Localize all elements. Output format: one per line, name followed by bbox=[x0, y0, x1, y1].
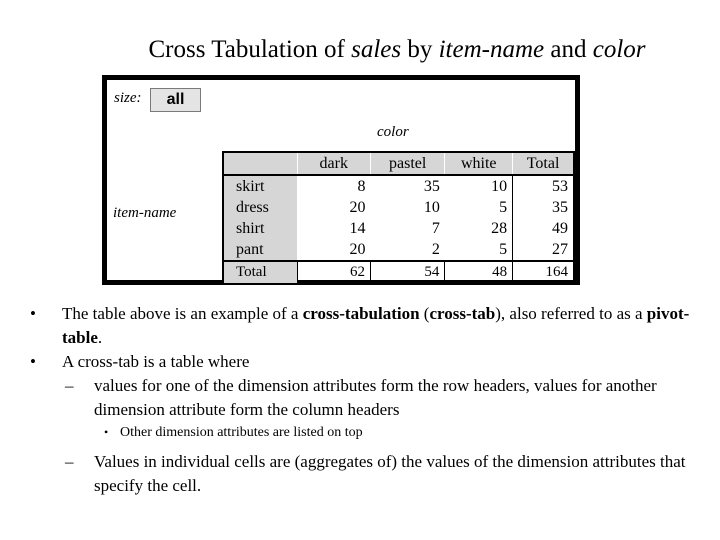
cell: 10 bbox=[423, 198, 440, 216]
cell: 27 bbox=[513, 239, 574, 261]
dash-marker: – bbox=[65, 452, 74, 471]
total-cell: 48 bbox=[445, 261, 513, 284]
sub-bullet-text: values for one of the dimension attributes form the row headers, values for another dimension attribute form the column headers bbox=[94, 376, 657, 419]
table-row bbox=[223, 197, 574, 218]
figure-panel bbox=[107, 80, 575, 280]
table-row bbox=[223, 239, 574, 261]
title-prefix: Cross Tabulation of bbox=[148, 36, 345, 63]
sub-bullet-text: Values in individual cells are (aggregates of) the values of the dimension attributes that specify the cell. bbox=[94, 452, 686, 495]
col-header: Total bbox=[513, 152, 574, 175]
corner-cell bbox=[223, 152, 297, 175]
term-cross-tabulation: cross-tabulation bbox=[302, 304, 420, 323]
sub-bullet-item bbox=[30, 374, 700, 422]
bullet-item bbox=[30, 302, 700, 350]
col-header: pastel bbox=[370, 152, 444, 175]
text: . bbox=[97, 328, 103, 347]
cell: 10 bbox=[491, 177, 508, 195]
sub-bullet-item bbox=[30, 450, 700, 498]
cell: 35 bbox=[423, 177, 440, 195]
cell: 49 bbox=[513, 218, 574, 239]
bullet-marker: • bbox=[30, 352, 36, 371]
title-item-name: item-name bbox=[438, 36, 545, 63]
table-row bbox=[223, 218, 574, 239]
row-header: pant bbox=[223, 239, 297, 261]
col-header: dark bbox=[297, 152, 370, 175]
total-cell: 62 bbox=[297, 261, 370, 284]
cell: 14 bbox=[349, 219, 366, 237]
cell: 8 bbox=[357, 177, 366, 195]
title-by: by bbox=[407, 36, 433, 63]
term-pivot-table: pivot-table bbox=[62, 304, 690, 347]
sub-sub-bullet-item bbox=[30, 422, 700, 444]
bullet-list bbox=[30, 302, 700, 498]
total-row-header: Total bbox=[223, 261, 297, 284]
table-row bbox=[223, 175, 574, 197]
size-label: size: bbox=[114, 90, 142, 106]
row-header: shirt bbox=[223, 218, 297, 239]
cell: 20 bbox=[349, 240, 366, 258]
cell: 2 bbox=[431, 240, 440, 258]
total-cell: 54 bbox=[370, 261, 444, 284]
row-dimension-label: item-name bbox=[113, 205, 177, 221]
cell: 5 bbox=[499, 240, 508, 258]
title-color: color bbox=[592, 36, 646, 63]
bullet-text: A cross-tab is a table where bbox=[62, 352, 250, 371]
row-header: dress bbox=[223, 197, 297, 218]
cell: 7 bbox=[431, 219, 440, 237]
cell: 5 bbox=[499, 198, 508, 216]
slide-title bbox=[0, 36, 720, 64]
header-row bbox=[223, 152, 574, 175]
cross-tab-table bbox=[222, 151, 575, 285]
cell: 20 bbox=[349, 198, 366, 216]
text: The table above is an example of a bbox=[62, 304, 303, 323]
bullet-marker: • bbox=[30, 304, 36, 323]
cell: 28 bbox=[491, 219, 508, 237]
text: ), also referred to as a bbox=[495, 304, 647, 323]
cell: 35 bbox=[513, 197, 574, 218]
title-and: and bbox=[550, 36, 587, 63]
size-value-box: all bbox=[150, 88, 201, 112]
bullet-item bbox=[30, 350, 700, 374]
bullet-marker: • bbox=[104, 425, 109, 439]
col-header: white bbox=[445, 152, 513, 175]
term-cross-tab: cross-tab bbox=[429, 304, 496, 323]
dash-marker: – bbox=[65, 376, 74, 395]
title-sales: sales bbox=[351, 36, 402, 63]
text: ( bbox=[419, 304, 430, 323]
sub-sub-bullet-text: Other dimension attributes are listed on top bbox=[120, 425, 363, 440]
total-row bbox=[223, 261, 574, 284]
row-header: skirt bbox=[223, 175, 297, 197]
cross-tab-figure bbox=[102, 75, 580, 285]
cell: 53 bbox=[513, 175, 574, 197]
total-cell: 164 bbox=[513, 261, 574, 284]
column-dimension-label: color bbox=[377, 124, 409, 140]
